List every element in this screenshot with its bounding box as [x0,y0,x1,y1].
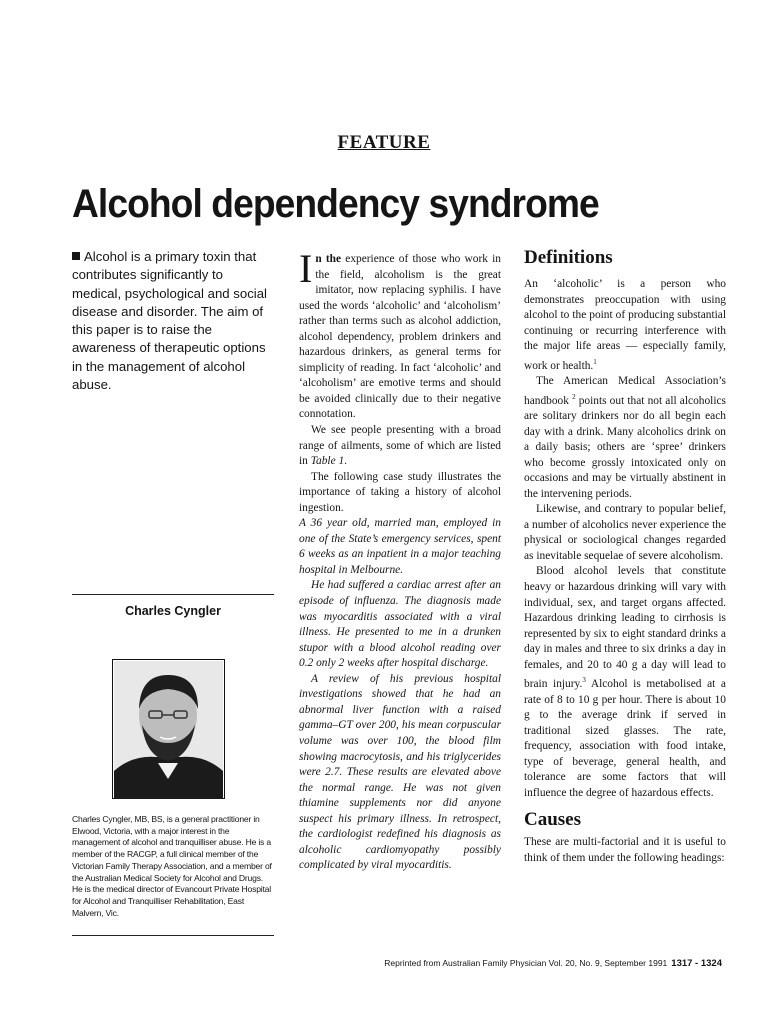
case-study-paragraph: A review of his previous hospital investigations showed that he had an abnormal liver function with a raised gamma–GT over 200, his mean corpuscular volume was over 100, the blood film showing macrocytosis, and his triglycerides were 2.7. These results are elevated above the normal range. He was not given thiamine supplements nor did anyone suspect his primary illness. In retrospect, the cardiologist redefined his diagnosis as alcoholic cardiomyopathy possibly complicated by viral myocarditis. [299,672,501,872]
page-range: 1317 - 1324 [671,958,722,969]
drop-cap: I [299,246,313,291]
paragraph: The following case study illustrates the importance of taking a history of alcohol ingestion. [299,470,501,514]
reference-superscript: 3 [582,676,586,685]
paragraph [299,423,501,470]
author-bio: Charles Cyngler, MB, BS, is a general practitioner in Elwood, Victoria, with a major interest in the management of alcohol and tranquilliser abuse. He is a member of the RACGP, a full clinical member of the Victorian Family Therapy Association, and a member of the Australian Medical Society for Alcohol and Drugs. He is the medical director of Evancourt Private Hospital for Alcohol and Tranquilliser Rehabilitation, East Malvern, Vic. [72,814,272,918]
paragraph-text: points out that not all alcoholics are solitary drinkers nor do all begin each day with a drink. Many alcoholics drink on a daily basis; others are ‘spree’ drinkers who become grossly intoxicated only on occasions and may be virtually abstinent in the intervening periods. [524,394,726,500]
abstract [72,248,272,394]
paragraph-text: experience of those who work in the field, alcoholism is the great imitator, now replacing syphilis. I have used the words ‘alcoholic’ and ‘alcoholism’ rather than terms such as alcohol addiction, alcohol dependency, problem drinkers and hazardous drinkers, as general terms for simplicity of reading. In fact ‘alcoholic’ and ‘alcoholism’ are emotive terms and should be avoided clinically due to their negative connotation. [299,253,502,421]
author-photo [112,659,225,799]
paragraph: Likewise, and contrary to popular belief, a number of alcoholics never experience the physical or sociological changes regarded as inevitable sequelae of severe alcoholism. [524,503,726,562]
paragraph [524,374,726,502]
causes-heading: Causes [524,809,582,831]
divider [72,935,274,936]
paragraph: These are multi-factorial and it is useful to think of them under the following headings: [524,836,726,864]
section-kicker: FEATURE [337,132,431,153]
case-study-paragraph: A 36 year old, married man, employed in one of the State’s emergency services, spent 6 weeks as an inpatient in a major teaching hospital in Melbourne. [299,517,501,576]
reference-superscript: 2 [572,392,576,401]
square-bullet-icon [72,252,80,260]
abstract-text: Alcohol is a primary toxin that contributes significantly to medical, psychological and social disease and disorder. The aim of this paper is to raise the awareness of therapeutic options in the management of alcohol abuse. [72,249,267,393]
divider [72,594,274,595]
paragraph [299,246,502,423]
article-title: Alcohol dependency syndrome [72,182,599,226]
definitions-heading: Definitions [524,247,613,268]
paragraph-text: We see people presenting with a broad range of ailments, some of which are listed in [299,424,501,468]
paragraph-text: The American Medical Association’s handbook [524,375,726,407]
definitions-column [524,247,726,867]
paragraph [524,564,726,801]
reference-superscript: 1 [593,357,597,366]
paragraph-text: An ‘alcoholic’ is a person who demonstrates preoccupation with using alcohol to the point of producing substantial continuing or recurring interference with the major life areas — especially family, work or health. [524,278,726,372]
paragraph-lead: n the [315,253,342,265]
author-name: Charles Cyngler [125,604,221,618]
page-footer [384,958,722,969]
case-study-paragraph: He had suffered a cardiac arrest after an episode of influenza. The diagnosis made was myocarditis associated with a viral illness. He presented to me in a drunken stupor with a blood alcohol reading over 0.2 only 2 weeks after hospital discharge. [299,579,501,670]
paragraph [524,277,726,374]
citation: Reprinted from Australian Family Physician Vol. 20, No. 9, September 1991 [384,958,668,968]
table-reference: Table 1 [310,455,345,468]
paragraph-text: Alcohol is metabolised at a rate of 8 to 10 g per hour. There is about 10 g to the average drink if served in traditional sized glasses. The rate, frequency, association with food intake, type of beverage, general health, and tolerance are some factors that will influence the degree of hazardous effects. [524,678,726,799]
body-column [299,246,502,874]
paragraph-text: . [344,455,348,468]
paragraph-text: Blood alcohol levels that constitute heavy or hazardous drinking will vary with individual, sex, and target organs affected. Hazardous drinking leading to cirrhosis is represented by six to eight standard drinks a day in males and three to six drinks a day in females, and 20 to 40 g a day will lead to brain injury. [524,565,726,691]
